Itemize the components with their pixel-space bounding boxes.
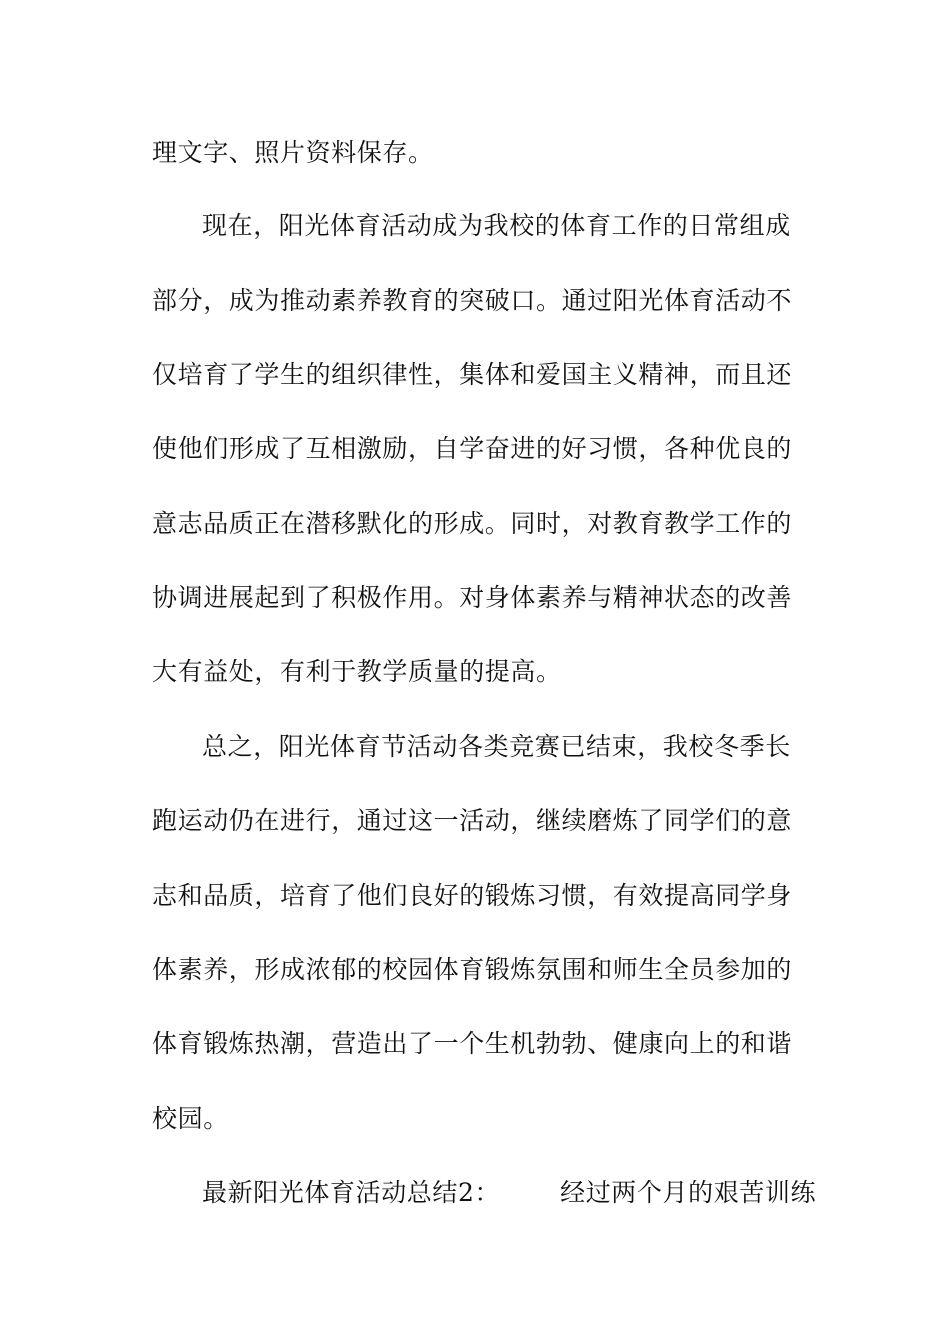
paragraph-line: 部分，成为推动素养教育的突破口。通过阳光体育活动不	[152, 286, 793, 315]
paragraph-line: 校园。	[152, 1104, 229, 1133]
paragraph-line: 协调进展起到了积极作用。对身体素养与精神状态的改善	[152, 583, 793, 612]
paragraph-line: 大有益处，有利于教学质量的提高。	[152, 657, 562, 686]
paragraph-line: 总之，阳光体育节活动各类竞赛已结束，我校冬季长	[202, 732, 791, 761]
paragraph-line: 现在，阳光体育活动成为我校的体育工作的日常组成	[202, 211, 791, 240]
paragraph-line: 仅培育了学生的组织律性，集体和爱国主义精神，而且还	[152, 360, 793, 389]
section-heading: 最新阳光体育活动总结2：	[202, 1178, 501, 1207]
paragraph-line: 意志品质正在潜移默化的形成。同时，对教育教学工作的	[152, 509, 793, 538]
section-start-text: 经过两个月的艰苦训练	[560, 1178, 817, 1207]
paragraph-line: 跑运动仍在进行，通过这一活动，继续磨炼了同学们的意	[152, 806, 793, 835]
paragraph-line: 体素养，形成浓郁的校园体育锻炼氛围和师生全员参加的	[152, 955, 793, 984]
paragraph-line: 理文字、照片资料保存。	[152, 138, 434, 167]
paragraph-line: 体育锻炼热潮，营造出了一个生机勃勃、健康向上的和谐	[152, 1029, 793, 1058]
section-heading-line	[202, 1178, 862, 1208]
paragraph-line: 使他们形成了互相激励，自学奋进的好习惯，各种优良的	[152, 434, 793, 463]
paragraph-line: 志和品质，培育了他们良好的锻炼习惯，有效提高同学身	[152, 881, 793, 910]
